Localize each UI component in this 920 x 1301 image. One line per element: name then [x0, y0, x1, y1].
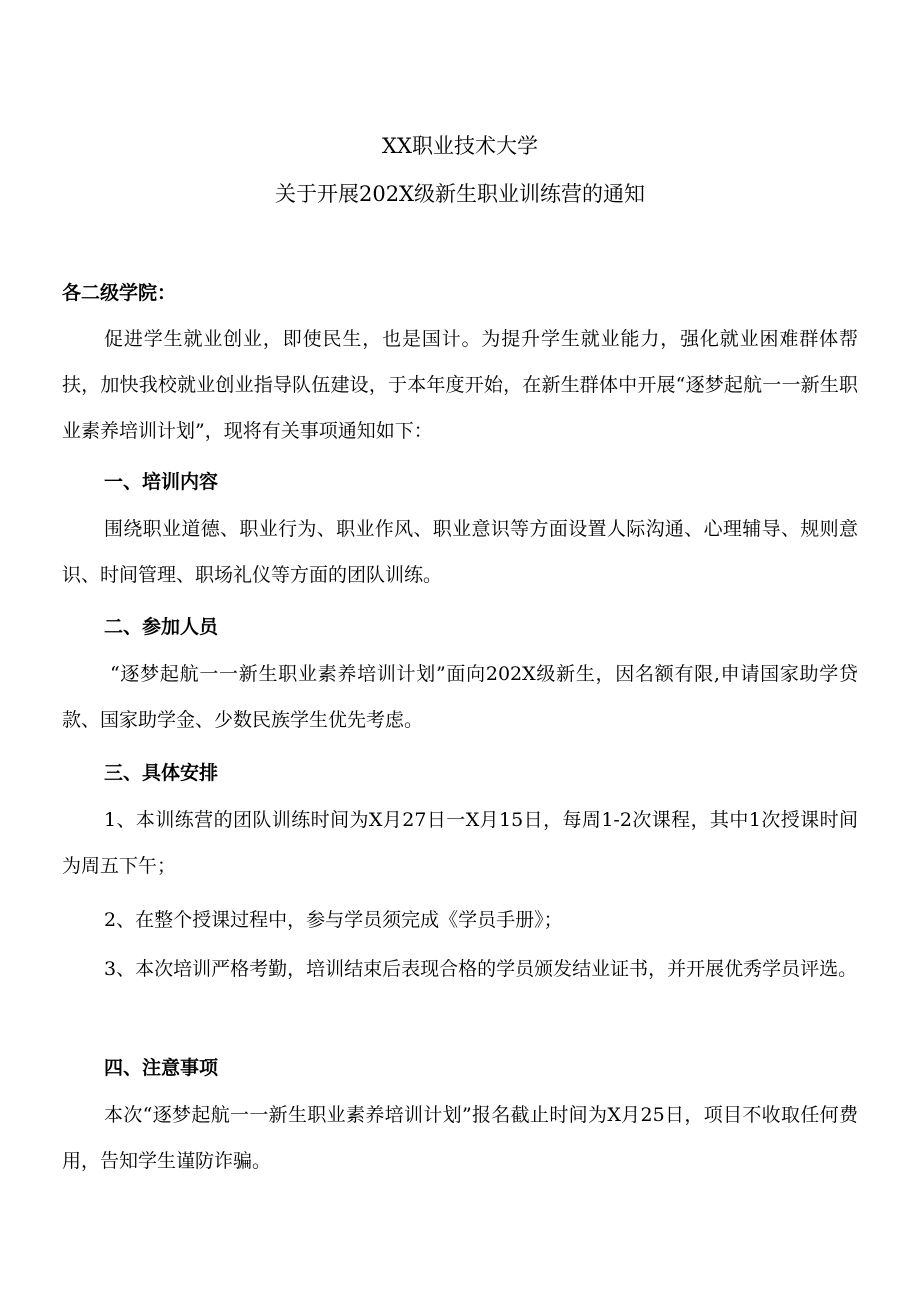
document-title-notice: 关于开展202X级新生职业训练营的通知 [274, 182, 646, 206]
intro-paragraph: 促进学生就业创业，即使民生，也是国计。为提升学生就业能力，强化就业困难群体帮扶，加快我校就业创业指导队伍建设，于本年度开始，在新生群体中开展“逐梦起航一一新生职业素养培训计划”，现将有关事项通知如下： [62, 328, 858, 442]
salutation: 各二级学院： [62, 282, 177, 304]
document-title-institution: XX职业技术大学 [382, 134, 538, 158]
section-heading-training-content: 一、培训内容 [104, 471, 219, 493]
training-content-paragraph: 围绕职业道德、职业行为、职业作风、职业意识等方面设置人际沟通、心理辅导、规则意识、时间管理、职场礼仪等方面的团队训练。 [62, 518, 858, 586]
notes-paragraph: 本次“逐梦起航一一新生职业素养培训计划”报名截止时间为X月25日，项目不收取任何费用，告知学生谨防诈骗。 [62, 1104, 858, 1172]
arrangement-item-1: 1、本训练营的团队训练时间为X月27日一X月15日，每周1-2次课程，其中1次授课时间为周五下午； [62, 809, 858, 877]
section-heading-arrangements: 三、具体安排 [104, 762, 219, 784]
participants-paragraph: “逐梦起航一一新生职业素养培训计划”面向202X级新生，因名额有限,申请国家助学贷款、国家助学金、少数民族学生优先考虑。 [62, 663, 858, 731]
arrangement-item-2: 2、在整个授课过程中，参与学员须完成《学员手册》； [104, 909, 563, 931]
section-heading-participants: 二、参加人员 [104, 616, 219, 638]
section-heading-notes: 四、注意事项 [104, 1057, 219, 1079]
arrangement-item-3: 3、本次培训严格考勤，培训结束后表现合格的学员颁发结业证书，并开展优秀学员评选。 [104, 958, 858, 980]
